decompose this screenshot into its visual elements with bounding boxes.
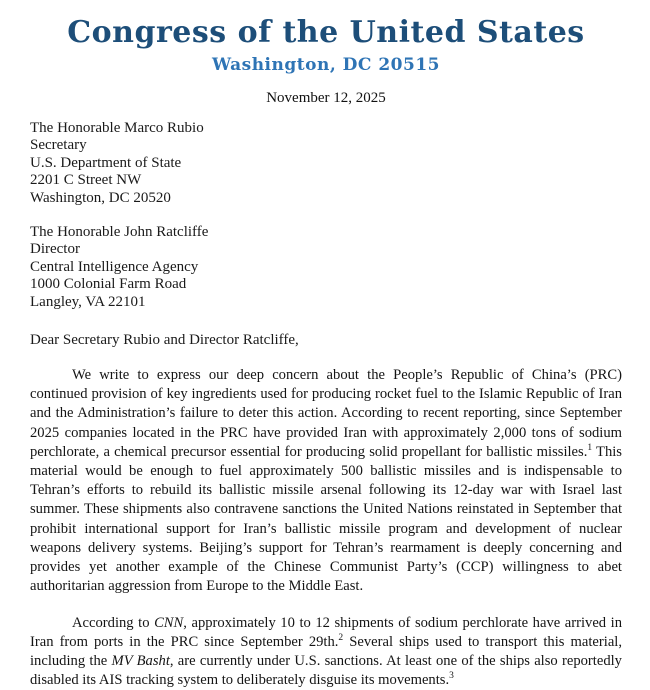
recipient-block-ratcliffe — [30, 224, 622, 311]
recipient-org: Central Intelligence Agency — [30, 259, 622, 276]
letterhead — [30, 16, 622, 75]
recipient-street: 2201 C Street NW — [30, 172, 622, 189]
letterhead-title: Congress of the United States — [30, 16, 622, 50]
letter-date: November 12, 2025 — [30, 90, 622, 107]
body-paragraph-2: According to CNN, approximately 10 to 12 shipments of sodium perchlorate have arrived in Iran from ports in the PRC since September 29th.$^2$ Several ships used to transport this material, including the MV Basht, are currently under U.S. sanctions. At least one of the ships also reportedly disabled its AIS tracking system to deliberately disguise its movements.$^3$ — [30, 614, 622, 690]
recipient-title: Director — [30, 241, 622, 258]
salutation: Dear Secretary Rubio and Director Ratcliffe, — [30, 332, 622, 349]
recipient-org: U.S. Department of State — [30, 155, 622, 172]
recipient-block-rubio — [30, 120, 622, 207]
recipient-street: 1000 Colonial Farm Road — [30, 276, 622, 293]
recipient-name: The Honorable John Ratcliffe — [30, 224, 622, 241]
recipient-city: Langley, VA 22101 — [30, 294, 622, 311]
recipient-city: Washington, DC 20520 — [30, 190, 622, 207]
letterhead-subtitle: Washington, DC 20515 — [30, 55, 622, 75]
recipient-name: The Honorable Marco Rubio — [30, 120, 622, 137]
recipient-title: Secretary — [30, 137, 622, 154]
body-paragraph-1: We write to express our deep concern about the People’s Republic of China’s (PRC) continued provision of key ingredients used for producing rocket fuel to the Islamic Republic of Iran and the Administration’s failure to deter this action. According to recent reporting, since September 2025 companies located in the PRC have provided Iran with approximately 2,000 tons of sodium perchlorate, a chemical precursor essential for producing solid propellant for ballistic missiles.$^1$ This material would be enough to fuel approximately 500 ballistic missiles and is indispensable to Tehran’s efforts to rebuild its ballistic missile arsenal following its 12-day war with Israel last summer. These shipments also contravene sanctions the United Nations reinstated in September that prohibit international support for Iran’s ballistic missile program and development of nuclear weapons delivery systems. Beijing’s support for Tehran’s rearmament is deeply concerning and provides yet another example of the Chinese Communist Party’s (CCP) willingness to abet authoritarian aggression from Europe to the Middle East. — [30, 366, 622, 596]
